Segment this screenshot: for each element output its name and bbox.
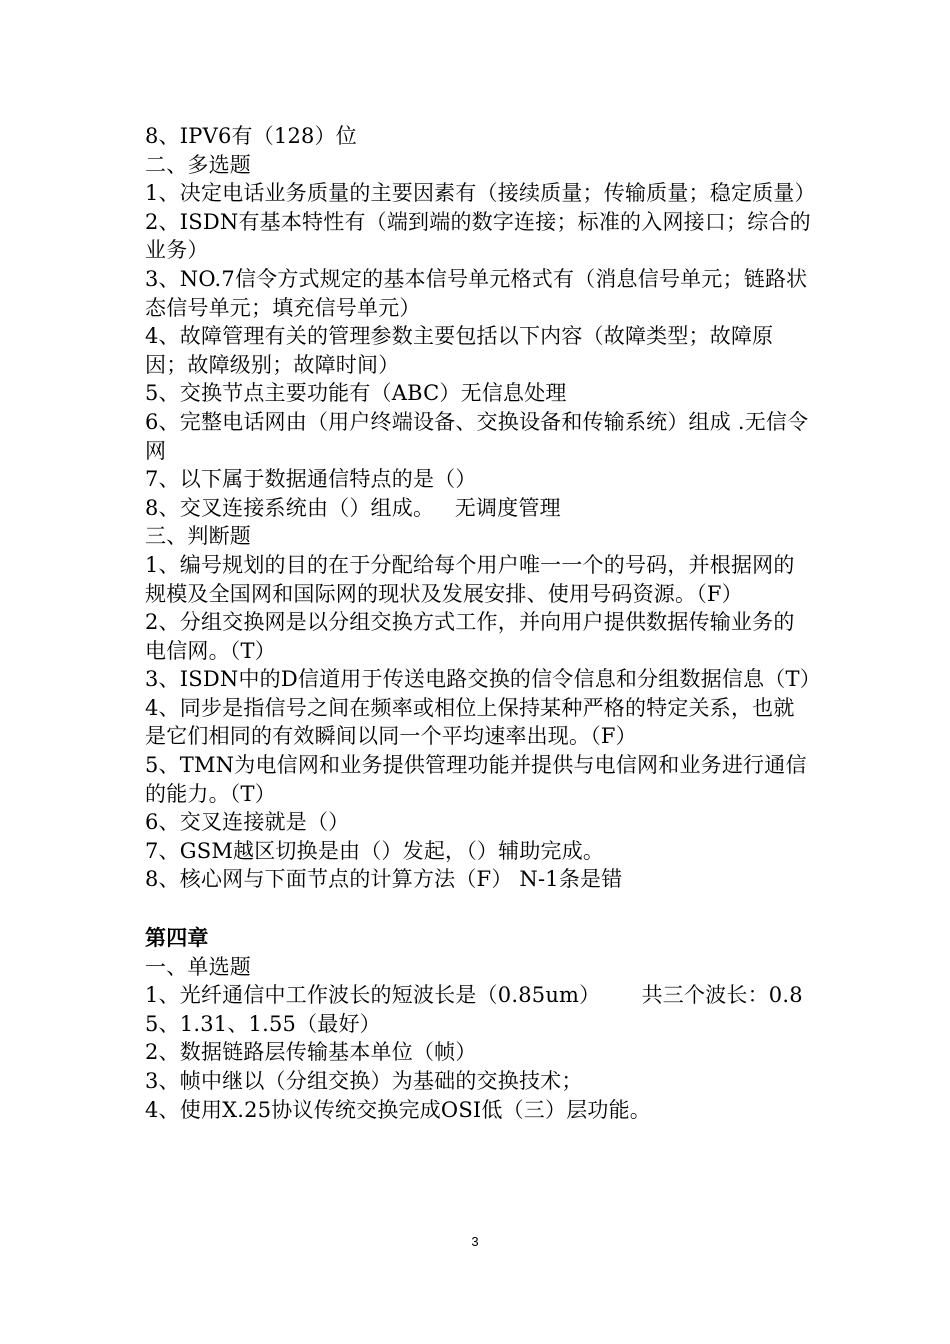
text-line: 8、核心网与下面节点的计算方法（F） N-1条是错 [145,867,623,892]
text-line: 2、ISDN有基本特性有（端到端的数字连接；标准的入网接口；综合的业务） [145,209,811,263]
text-line: 2、数据链路层传输基本单位（帧） [145,1040,477,1065]
text-line: 6、交叉连接就是（） [145,810,350,835]
text-line: 8、IPV6有（128）位 [145,124,357,148]
chapter-title: 第四章 [145,926,209,951]
text-line: 5、TMN为电信网和业务提供管理功能并提供与电信网和业务进行通信的能力。（T） [145,753,807,806]
text-line: 4、故障管理有关的管理参数主要包括以下内容（故障类型；故障原因；故障级别；故障时间） [145,324,774,377]
text-line: 8、交叉连接系统由（）组成。 无调度管理 [145,495,561,520]
page-number: 3 [471,1234,479,1249]
section-heading-multiple-choice: 二、多选题 [145,152,251,177]
text-line: 3、帧中继以（分组交换）为基础的交换技术； [145,1069,583,1093]
section-heading-single-choice: 一、单选题 [145,954,251,979]
text-line: 4、使用X.25协议传统交换完成OSI低（三）层功能。 [145,1097,652,1122]
text-line: 1、决定电话业务质量的主要因素有（接续质量；传输质量；稳定质量） [145,181,816,206]
text-line: 3、NO.7信令方式规定的基本信号单元格式有（消息信号单元；链路状态信号单元；填充信号单元） [145,266,808,320]
text-line: 4、同步是指信号之间在频率或相位上保持某种严格的特定关系，也就是它们相同的有效瞬间以同一个平均速率出现。（F） [145,695,795,749]
text-line: 7、GSM越区切换是由（）发起，（）辅助完成。 [145,838,605,863]
section-heading-true-false: 三、判断题 [145,524,251,549]
text-line: 7、以下属于数据通信特点的是（） [145,467,477,492]
text-line: 2、分组交换网是以分组交换方式工作，并向用户提供数据传输业务的电信网。（T） [145,610,795,663]
text-line: 6、完整电话网由（用户终端设备、交换设备和传输系统）组成 .无信令网 [145,409,809,463]
text-line: 1、编号规划的目的在于分配给每个用户唯一一个的号码，并根据网的规模及全国网和国际网的现状及发展安排、使用号码资源。（F） [145,552,795,606]
text-line: 1、光纤通信中工作波长的短波长是（0.85um） 共三个波长：0.85、1.31、1.55（最好） [145,983,803,1036]
text-line: 3、ISDN中的D信道用于传送电路交换的信令信息和分组数据信息（T） [145,667,821,692]
text-line: 5、交换节点主要功能有（ABC）无信息处理 [145,381,567,406]
page-content [145,122,821,1124]
